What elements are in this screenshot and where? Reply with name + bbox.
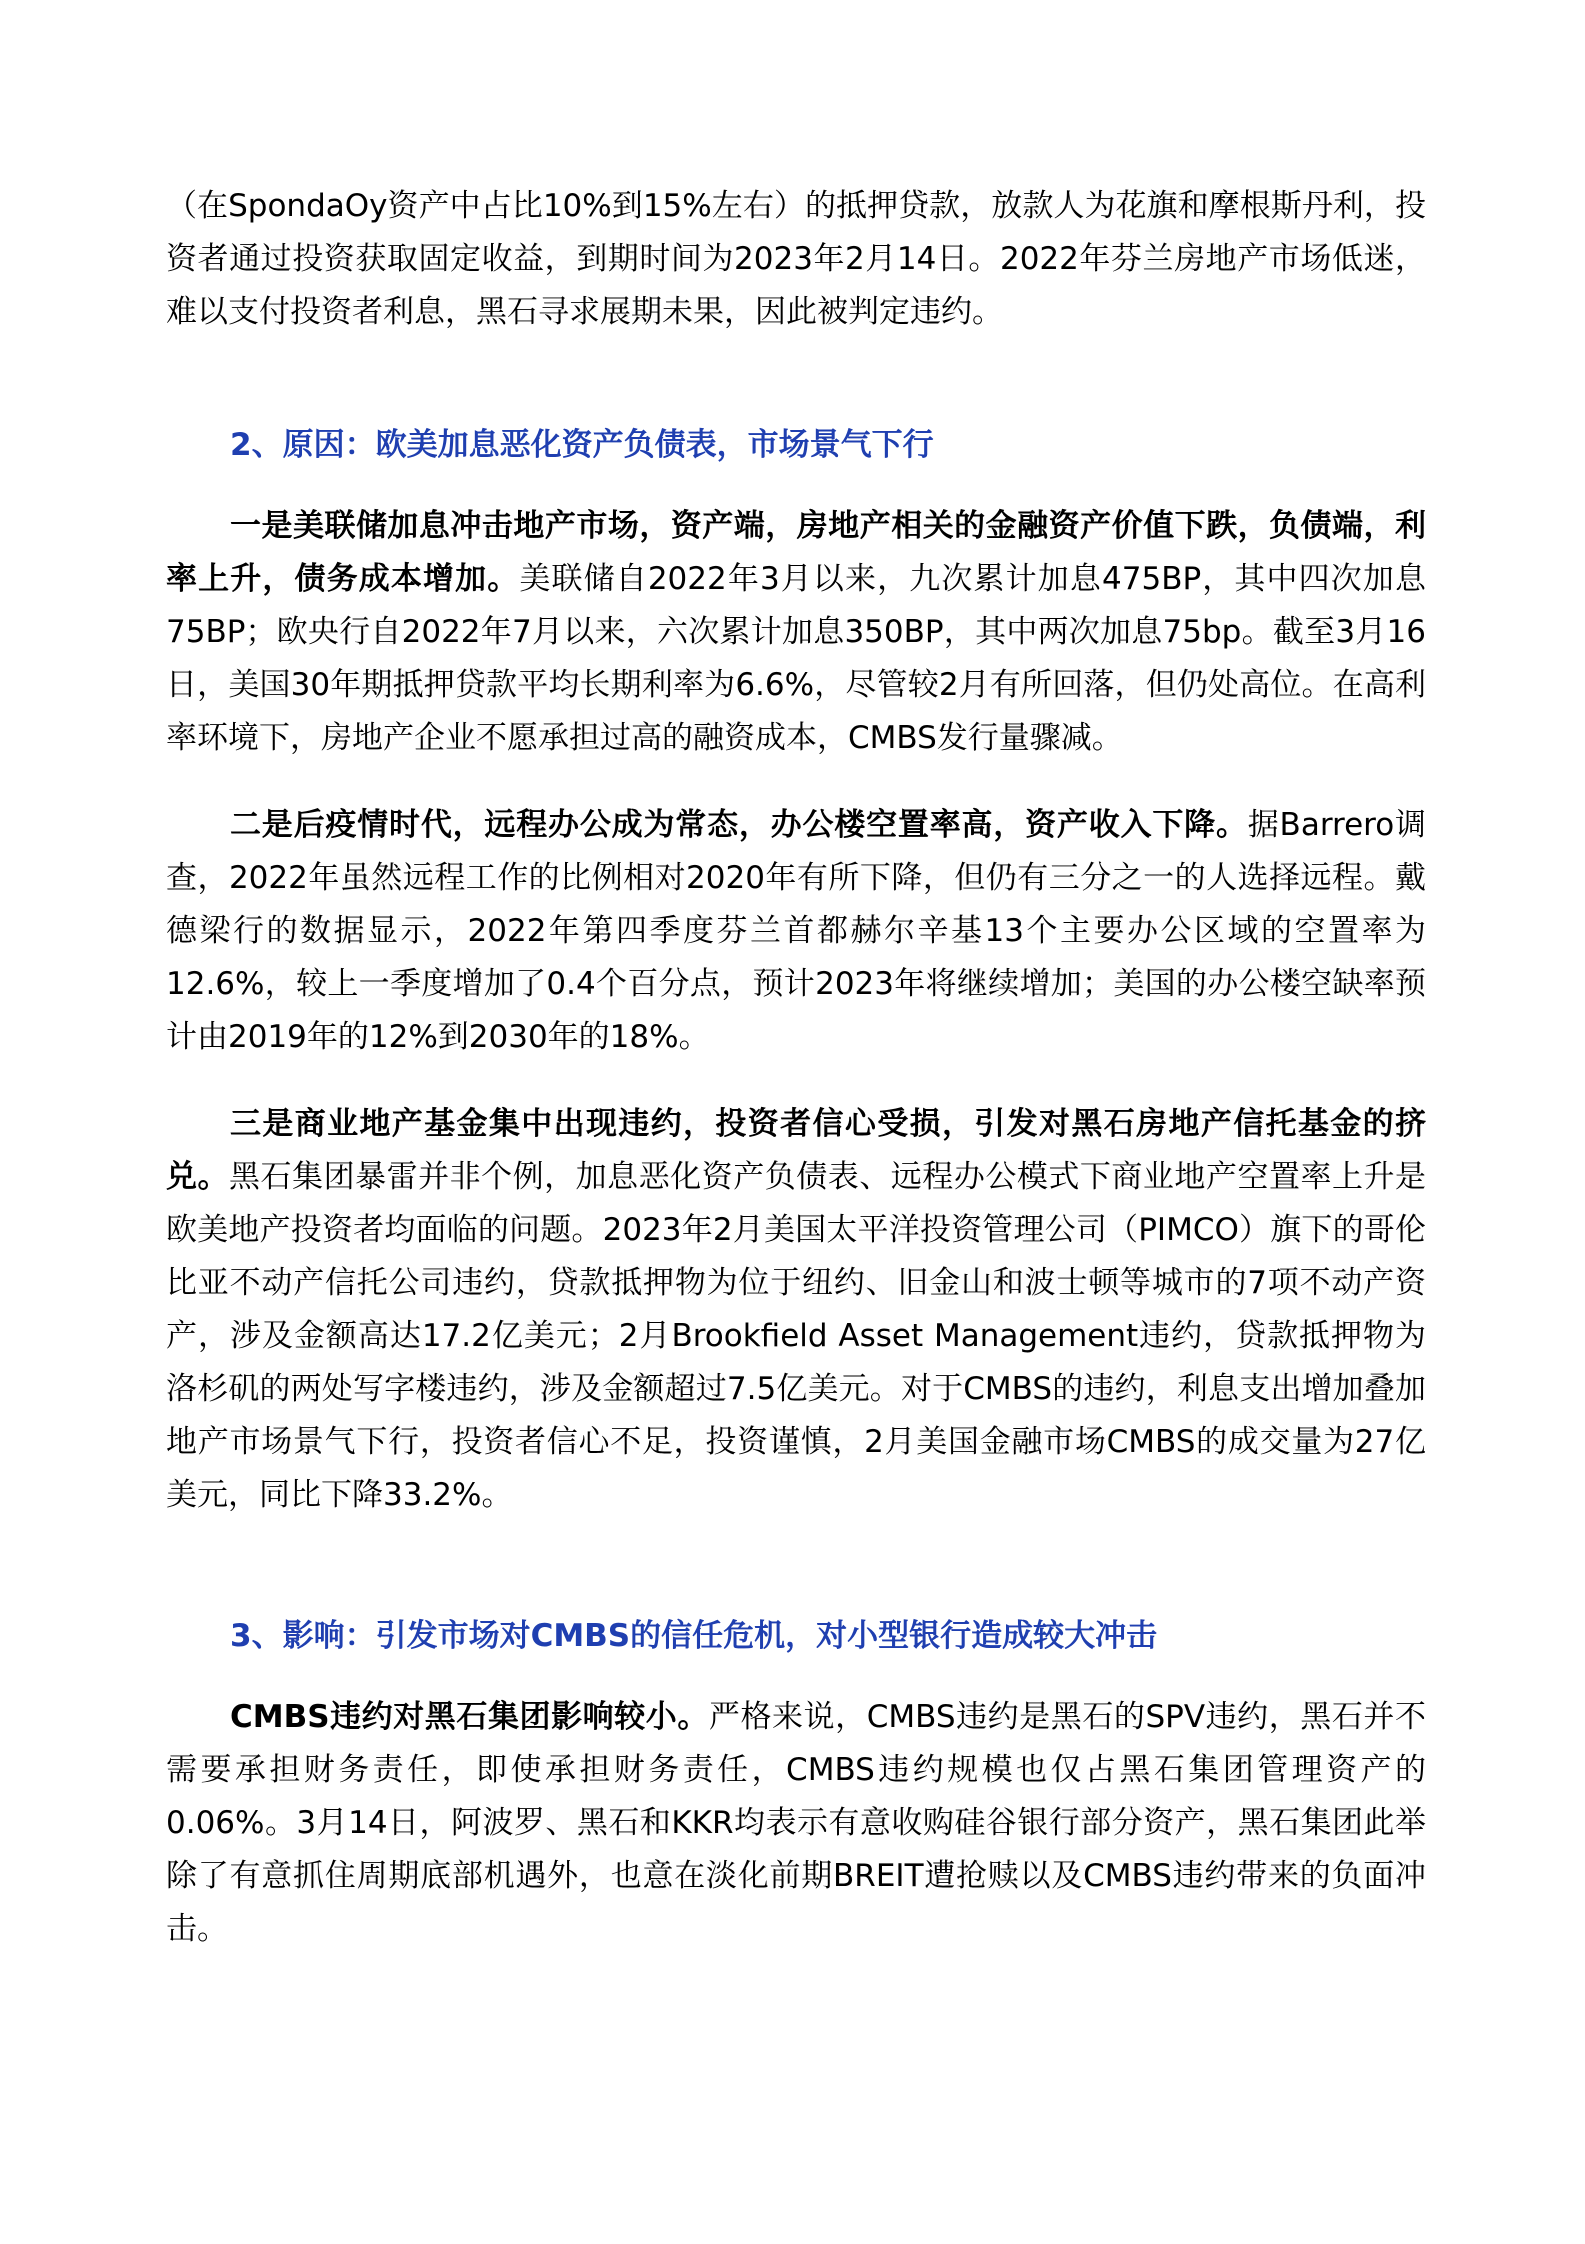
section-3-paragraph-1-lead: CMBS违约对黑石集团影响较小。 — [230, 1699, 709, 1735]
intro-paragraph: （在SpondaOy资产中占比10%到15%左右）的抵押贷款，放款人为花旗和摩根斯丹利，投资者通过投资获取固定收益，到期时间为2023年2月14日。2022年芬兰房地产市场低迷，难以支付投资者利息，黑石寻求展期未果，因此被判定违约。 — [166, 188, 1426, 330]
section-3-paragraph-1-body: 严格来说，CMBS违约是黑石的SPV违约，黑石并不需要承担财务责任，即使承担财务责任，CMBS违约规模也仅占黑石集团管理资产的0.06%。3月14日，阿波罗、黑石和KKR均表示有意收购硅谷银行部分资产，黑石集团此举除了有意抓住周期底部机遇外，也意在淡化前期BREIT遭抢赎以及CMBS违约带来的负面冲击。 — [166, 1699, 1426, 1947]
section-2-paragraph-2-lead: 二是后疫情时代，远程办公成为常态，办公楼空置率高，资产收入下降。 — [230, 807, 1248, 843]
section-2-paragraph-3-lead: 三是商业地产基金集中出现违约，投资者信心受损，引发对黑石房地产信托基金的挤兑。 — [166, 1106, 1426, 1195]
section-2-paragraph-3 — [166, 1098, 1426, 1522]
section-2-paragraph-1-lead: 一是美联储加息冲击地产市场，资产端，房地产相关的金融资产价值下跌，负债端，利率上升，债务成本增加。 — [166, 508, 1426, 597]
section-2-paragraph-2-body: 据Barrero调查，2022年虽然远程工作的比例相对2020年有所下降，但仍有三分之一的人选择远程。戴德梁行的数据显示，2022年第四季度芬兰首都赫尔辛基13个主要办公区域的空置率为12.6%，较上一季度增加了0.4个百分点，预计2023年将继续增加；美国的办公楼空缺率预计由2019年的12%到2030年的18%。 — [166, 807, 1426, 1055]
section-2-heading: 2、原因：欧美加息恶化资产负债表，市场景气下行 — [230, 427, 934, 463]
section-3-heading: 3、影响：引发市场对CMBS的信任危机，对小型银行造成较大冲击 — [230, 1618, 1158, 1654]
section-2-paragraph-2 — [166, 799, 1426, 1064]
section-3-paragraph-1 — [166, 1691, 1426, 1956]
section-2-paragraph-1 — [166, 500, 1426, 765]
document-page — [166, 180, 1426, 1956]
section-2-paragraph-1-body: 美联储自2022年3月以来，九次累计加息475BP，其中四次加息75BP；欧央行自2022年7月以来，六次累计加息350BP，其中两次加息75bp。截至3月16日，美国30年期抵押贷款平均长期利率为6.6%，尽管较2月有所回落，但仍处高位。在高利率环境下，房地产企业不愿承担过高的融资成本，CMBS发行量骤减。 — [166, 561, 1427, 756]
section-2-paragraph-3-body: 黑石集团暴雷并非个例，加息恶化资产负债表、远程办公模式下商业地产空置率上升是欧美地产投资者均面临的问题。2023年2月美国太平洋投资管理公司（PIMCO）旗下的哥伦比亚不动产信托公司违约，贷款抵押物为位于纽约、旧金山和波士顿等城市的7项不动产资产，涉及金额高达17.2亿美元；2月Brookfield Asset Management违约，贷款抵押物为洛杉矶的两处写字楼违约，涉及金额超过7.5亿美元。对于CMBS的违约，利息支出增加叠加地产市场景气下行，投资者信心不足，投资谨慎，2月美国金融市场CMBS的成交量为27亿美元，同比下降33.2%。 — [166, 1159, 1427, 1513]
